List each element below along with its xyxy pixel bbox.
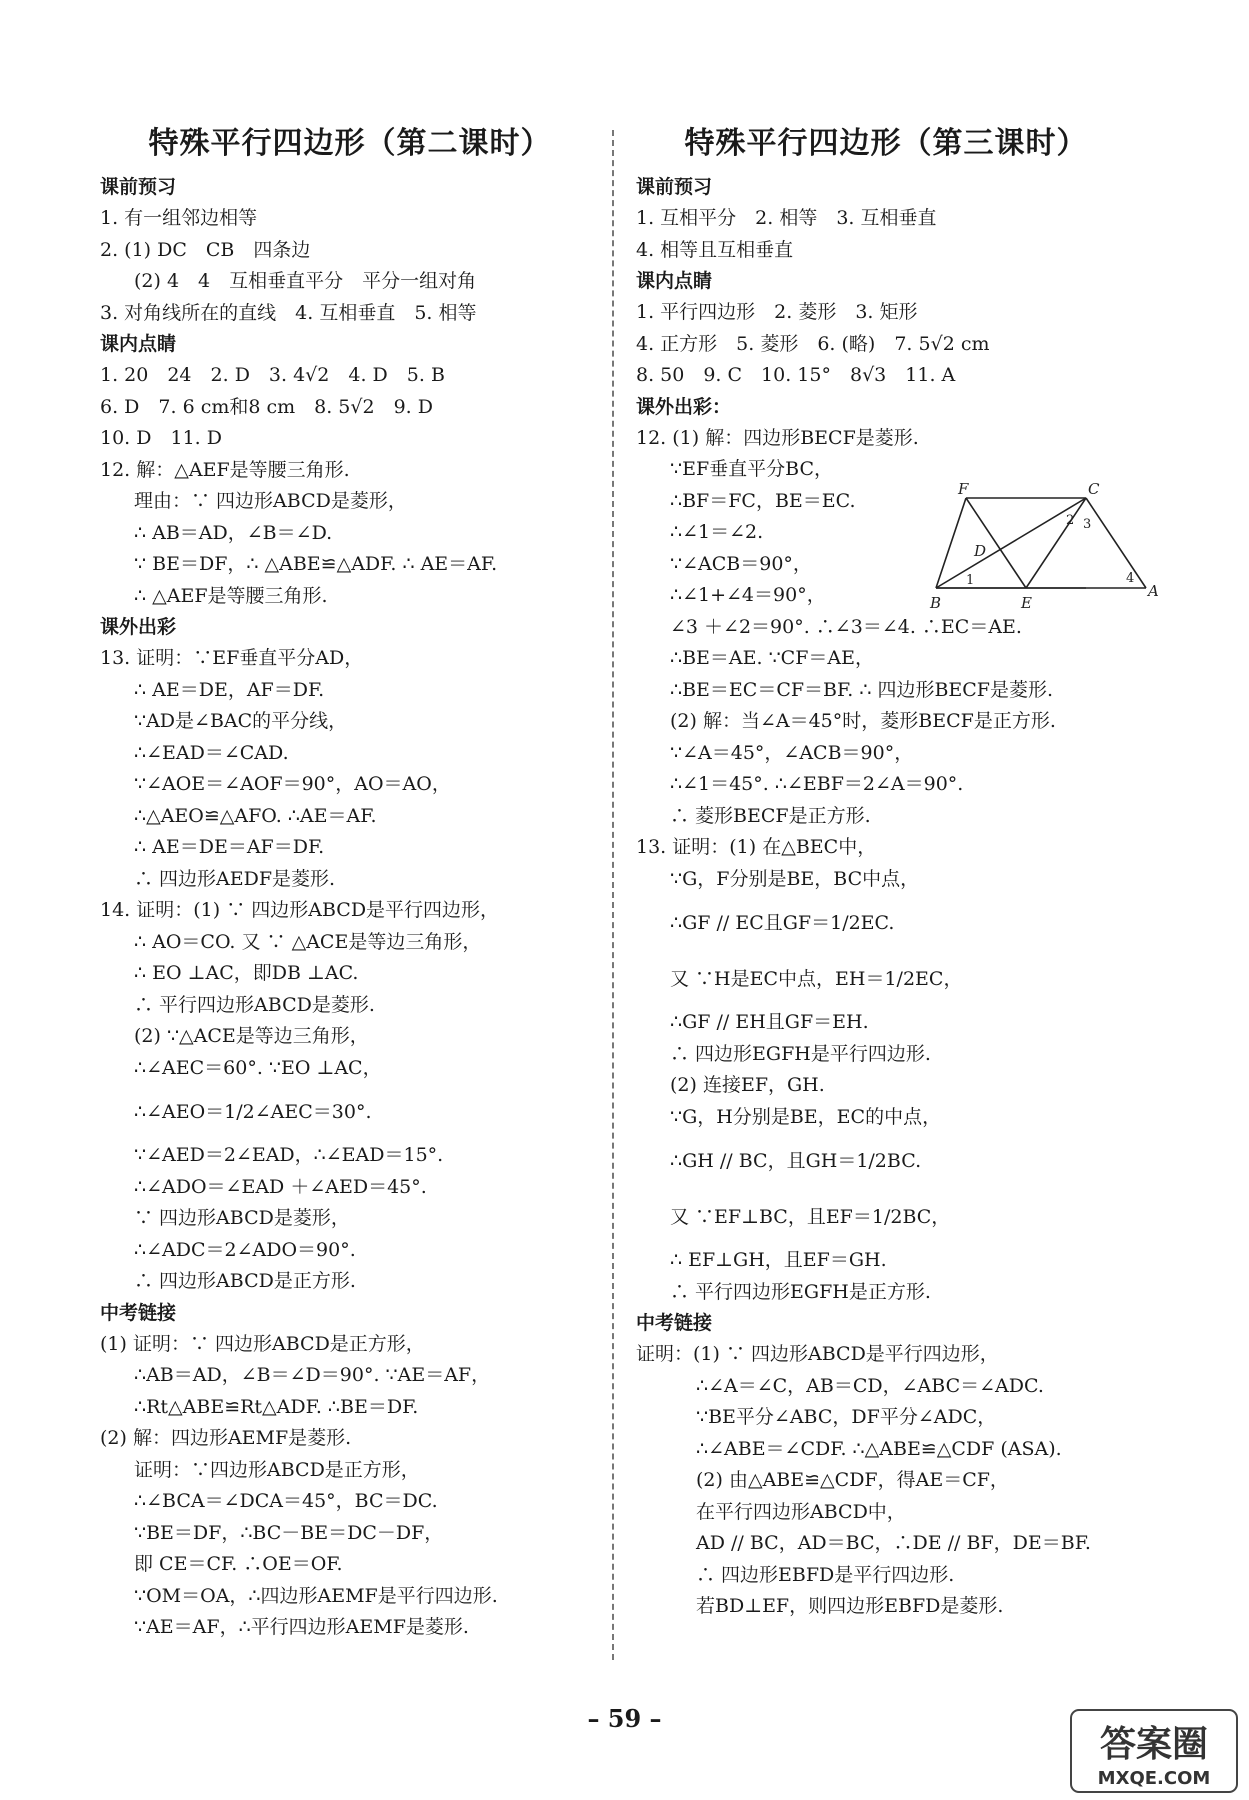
answer-line: ∴∠1＝45°. ∴∠EBF＝2∠A＝90°. — [670, 773, 964, 795]
answer-line: 13. 证明：∵EF垂直平分AD， — [100, 647, 364, 669]
section-heading: 中考链接 — [100, 1301, 177, 1324]
answer-line: 8. 50 9. C 10. 15° 8√3 11. A — [636, 364, 956, 386]
answer-line: ∴ 四边形ABCD是正方形. — [134, 1270, 356, 1292]
left-column — [100, 118, 600, 1644]
answer-line: 4. 正方形 5. 菱形 6. (略) 7. 5√2 cm — [636, 332, 990, 355]
answer-line: ∴ 平行四边形EGFH是正方形. — [670, 1280, 931, 1303]
answer-line: ∵BE＝DF，∴BC－BE＝DC－DF， — [134, 1521, 444, 1544]
answer-line: 14. 证明：(1) ∵ 四边形ABCD是平行四边形， — [100, 899, 500, 921]
section-heading: 课内点睛 — [100, 333, 177, 355]
answer-line: ∴∠AEC＝60°. ∵EO ⊥AC， — [134, 1056, 382, 1079]
answer-line: 12. 解：△AEF是等腰三角形. — [100, 458, 350, 481]
answer-line: ∴∠AEO＝1/2∠AEC＝30°. — [134, 1101, 372, 1123]
answer-line: 1. 有一组邻边相等 — [100, 207, 258, 229]
answer-line: (2) 解：当∠A＝45°时，菱形BECF是正方形. — [670, 710, 1056, 732]
answer-line: ∵ BE＝DF，∴ △ABE≌△ADF. ∴ AE＝AF. — [134, 553, 498, 575]
answer-line: ∴∠1＝∠2. — [670, 521, 764, 543]
answer-line: AD // BC，AD＝BC，∴DE // BF，DE＝BF. — [696, 1532, 1091, 1554]
answer-line: ∴BF＝FC，BE＝EC. — [670, 489, 856, 512]
section-heading: 课前预习 — [100, 176, 177, 198]
right-column — [636, 118, 1159, 1623]
answer-line: ∴ 四边形EBFD是平行四边形. — [696, 1563, 955, 1586]
answer-line: (2) 解：四边形AEMF是菱形. — [100, 1427, 352, 1449]
answer-line: ∴ AE＝DE，AF＝DF. — [134, 678, 325, 701]
answer-line: ∴ △AEF是等腰三角形. — [134, 584, 328, 607]
right-body — [636, 172, 1136, 1623]
answer-line: (2) 连接EF，GH. — [670, 1074, 825, 1096]
answer-line: 2. (1) DC CB 四条边 — [100, 238, 311, 261]
answer-line: ∴ EO ⊥AC，即DB ⊥AC. — [134, 962, 359, 984]
answer-line: ∵∠A＝45°，∠ACB＝90°， — [670, 741, 914, 764]
answer-line: ∴∠ADO＝∠EAD ＋∠AED＝45°. — [134, 1175, 427, 1198]
answer-line: ∴∠1+∠4＝90°， — [670, 584, 826, 606]
answer-line: ∠3 ＋∠2＝90°. ∴∠3＝∠4. ∴EC＝AE. — [670, 615, 1022, 638]
answer-line: ∴GF // EC且GF＝1/2EC. — [670, 912, 895, 934]
answer-line: ∴∠A＝∠C，AB＝CD，∠ABC＝∠ADC. — [696, 1374, 1044, 1397]
answer-line: ∵EF垂直平分BC， — [670, 458, 833, 480]
answer-line: ∴BE＝EC＝CF＝BF. ∴ 四边形BECF是菱形. — [670, 678, 1054, 701]
answer-line: 1. 互相平分 2. 相等 3. 互相垂直 — [636, 207, 937, 229]
label-B: B — [930, 594, 942, 612]
answer-line: ∴∠ADC＝2∠ADO＝90°. — [134, 1238, 356, 1261]
answer-line: ∴AB＝AD，∠B＝∠D＝90°. ∵AE＝AF， — [134, 1364, 491, 1386]
answer-line: 证明：∵四边形ABCD是正方形， — [134, 1458, 420, 1481]
label-F: F — [958, 480, 969, 498]
answer-line: ∴GH // BC，且GH＝1/2BC. — [670, 1150, 922, 1172]
answer-line: ∴ 四边形EGFH是平行四边形. — [670, 1042, 931, 1065]
angle-3: 3 — [1083, 517, 1092, 532]
angle-2: 2 — [1066, 513, 1075, 528]
answer-line: 又 ∵EF⊥BC，且EF＝1/2BC， — [670, 1206, 951, 1228]
answer-line: 6. D 7. 6 cm和8 cm 8. 5√2 9. D — [100, 395, 433, 418]
answer-line: ∴ 平行四边形ABCD是菱形. — [134, 993, 375, 1016]
answer-line: ∴∠EAD＝∠CAD. — [134, 741, 289, 764]
answer-line: ∴ 菱形BECF是正方形. — [670, 804, 871, 827]
watermark-logo — [1069, 1708, 1239, 1794]
answer-line: 12. (1) 解：四边形BECF是菱形. — [636, 426, 919, 449]
label-A: A — [1148, 582, 1159, 600]
answer-line: ∴∠BCA＝∠DCA＝45°，BC＝DC. — [134, 1490, 438, 1512]
rhombus-figure — [930, 480, 1166, 618]
answer-line: ∴ EF⊥GH，且EF＝GH. — [670, 1249, 887, 1271]
section-heading: 课内点睛 — [636, 270, 713, 292]
section-heading: 课外出彩： — [636, 395, 732, 418]
answer-line: ∵AD是∠BAC的平分线， — [134, 710, 348, 732]
answer-line: ∵∠AED＝2∠EAD，∴∠EAD＝15°. — [134, 1144, 444, 1166]
right-title: 特殊平行四边形（第三课时） — [684, 126, 1088, 161]
label-E: E — [1021, 594, 1032, 612]
answer-line: ∵ 四边形ABCD是菱形， — [134, 1207, 350, 1229]
answer-line: ∴ AE＝DE＝AF＝DF. — [134, 836, 325, 858]
answer-line: 1. 20 24 2. D 3. 4√2 4. D 5. B — [100, 364, 445, 386]
answer-line: ∴GF // EH且GF＝EH. — [670, 1011, 869, 1033]
watermark-url: MXQE.COM — [1097, 1768, 1211, 1789]
left-title: 特殊平行四边形（第二课时） — [148, 126, 552, 161]
answer-line: ∵G，H分别是BE，EC的中点， — [670, 1105, 942, 1128]
answer-line: ∴ 四边形AEDF是菱形. — [134, 867, 336, 890]
answer-line: 4. 相等且互相垂直 — [636, 238, 794, 261]
section-heading: 课前预习 — [636, 176, 713, 198]
answer-line: 理由：∵ 四边形ABCD是菱形， — [134, 490, 407, 512]
label-D: D — [974, 542, 987, 560]
answer-line: ∴ AO＝CO. 又 ∵ △ACE是等边三角形， — [134, 930, 482, 953]
answer-line: ∴∠ABE＝∠CDF. ∴△ABE≌△CDF (ASA). — [696, 1437, 1062, 1460]
answer-line: 在平行四边形ABCD中， — [696, 1500, 906, 1523]
section-heading: 中考链接 — [636, 1312, 713, 1334]
answer-line: ∵∠ACB＝90°， — [670, 552, 812, 575]
answer-line: (2) 由△ABE≌△CDF，得AE＝CF， — [696, 1469, 1009, 1491]
answer-line: 1. 平行四边形 2. 菱形 3. 矩形 — [636, 301, 918, 323]
answer-line: (2) 4 4 互相垂直平分 平分一组对角 — [134, 270, 477, 292]
column-divider — [612, 130, 614, 1660]
answer-line: (2) ∵△ACE是等边三角形， — [134, 1025, 369, 1047]
answer-line: ∴ AB＝AD，∠B＝∠D. — [134, 521, 333, 544]
answer-line: 13. 证明：(1) 在△BEC中， — [636, 836, 877, 858]
answer-line: 即 CE＝CF. ∴OE＝OF. — [134, 1553, 343, 1575]
answer-line: 又 ∵H是EC中点，EH＝1/2EC， — [670, 968, 963, 990]
answer-line: ∵AE＝AF，∴平行四边形AEMF是菱形. — [134, 1616, 469, 1638]
answer-line: 3. 对角线所在的直线 4. 互相垂直 5. 相等 — [100, 301, 477, 324]
section-heading: 课外出彩 — [100, 616, 177, 638]
answer-line: 证明：(1) ∵ 四边形ABCD是平行四边形， — [636, 1343, 999, 1365]
answer-line: 10. D 11. D — [100, 427, 222, 449]
answer-line: 若BD⊥EF，则四边形EBFD是菱形. — [696, 1595, 1004, 1617]
answer-line: ∵G，F分别是BE，BC中点， — [670, 867, 920, 890]
answer-line: ∵BE平分∠ABC，DF平分∠ADC， — [696, 1406, 997, 1428]
answer-line: ∴△AEO≌△AFO. ∴AE＝AF. — [134, 804, 377, 827]
answer-line: ∵∠AOE＝∠AOF＝90°，AO＝AO， — [134, 773, 451, 795]
label-C: C — [1088, 480, 1100, 498]
answer-line: ∴Rt△ABE≌Rt△ADF. ∴BE＝DF. — [134, 1395, 419, 1418]
answer-line: (1) 证明：∵ 四边形ABCD是正方形， — [100, 1332, 425, 1355]
answer-line: ∴BE＝AE. ∵CF＝AE， — [670, 647, 874, 669]
watermark-text: 答案圈 — [1099, 1724, 1209, 1765]
left-body — [100, 172, 600, 1644]
page-number: – 59 – — [587, 1704, 662, 1733]
answer-line: ∵OM＝OA，∴四边形AEMF是平行四边形. — [134, 1584, 498, 1607]
angle-1: 1 — [966, 573, 975, 588]
angle-4: 4 — [1126, 571, 1135, 586]
